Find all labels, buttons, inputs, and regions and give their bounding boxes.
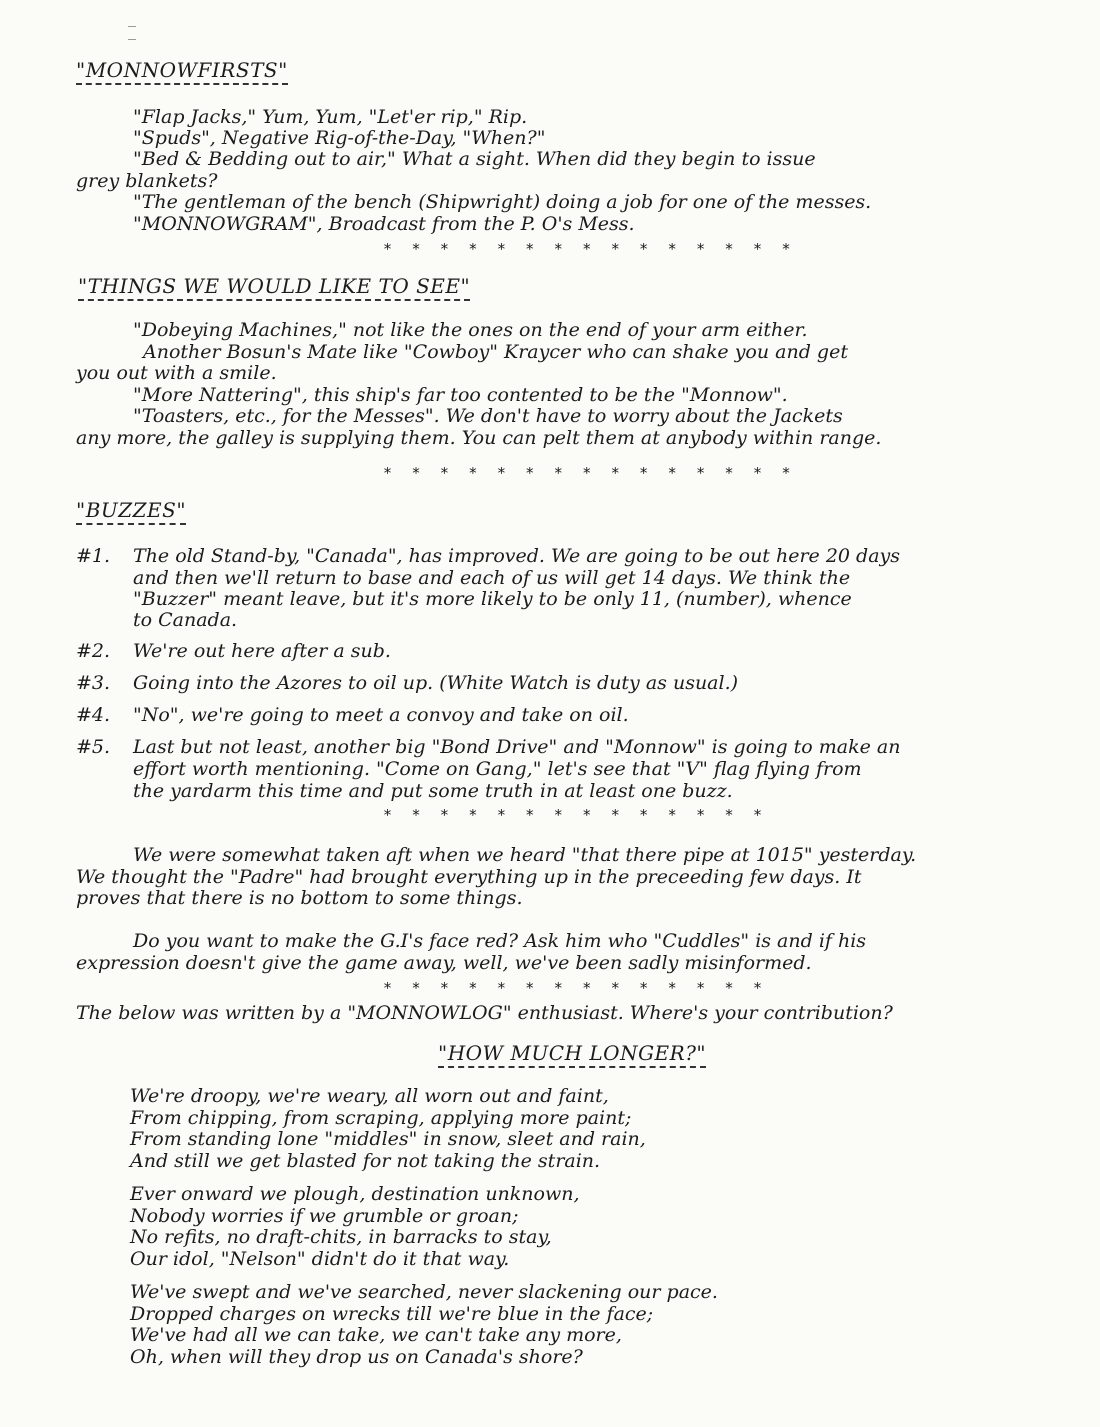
poem-stanza-2-line-1: Ever onward we plough, destination unknown, [130,1183,580,1205]
poem-stanza-1-line-3: From standing lone "middles" in snow, sleet and rain, [130,1128,646,1150]
buzz-number-3: #3. [76,672,111,694]
poem-stanza-2-line-3: No refits, no draft-chits, in barracks to stay, [130,1226,552,1248]
buzz-1-line-3: "Buzzer" meant leave, but it's more likely to be only 11, (number), whence [133,588,852,610]
monnowfirsts-line-5: "The gentleman of the bench (Shipwright) doing a job for one of the messes. [133,191,872,213]
things-line-1: "Dobeying Machines," not like the ones on the end of your arm either. [133,319,808,341]
cuddles-line-1: Do you want to make the G.I's face red? Ask him who "Cuddles" is and if his [133,930,867,952]
poem-stanza-1-line-1: We're droopy, we're weary, all worn out and faint, [130,1085,609,1107]
ink-mark [128,26,136,40]
buzz-1-line-2: and then we'll return to base and each of us will get 14 days. We think the [133,567,851,589]
buzz-5-line-2: effort worth mentioning. "Come on Gang," let's see that "V" flag flying from [133,758,862,780]
monnowfirsts-line-1: "Flap Jacks," Yum, Yum, "Let'er rip," Rip. [133,106,528,128]
monnowfirsts-line-2: "Spuds", Negative Rig-of-the-Day, "When?" [133,127,546,149]
buzz-2-line-1: We're out here after a sub. [133,640,391,662]
buzz-5-line-3: the yardarm this time and put some truth in at least one buzz. [133,780,733,802]
monnowfirsts-line-4: grey blankets? [76,170,218,192]
buzz-1-line-1: The old Stand-by, "Canada", has improved. We are going to be out here 20 days [133,545,901,567]
buzz-number-4: #4. [76,704,111,726]
star-separator-2: * * * * * * * * * * * * * * * [383,464,796,482]
things-line-6: any more, the galley is supplying them. You can pelt them at anybody within range. [76,427,882,449]
buzz-number-1: #1. [76,545,111,567]
heading-buzzes: "BUZZES" [76,498,186,525]
things-line-5: "Toasters, etc., for the Messes". We don't have to worry about the Jackets [133,405,843,427]
padre-line-1: We were somewhat taken aft when we heard "that there pipe at 1015" yesterday. [133,844,917,866]
buzz-4-line-1: "No", we're going to meet a convoy and take on oil. [133,704,629,726]
padre-line-2: We thought the "Padre" had brought everything up in the preceeding few days. It [76,866,862,888]
buzz-number-2: #2. [76,640,111,662]
buzz-5-line-1: Last but not least, another big "Bond Drive" and "Monnow" is going to make an [133,736,901,758]
star-separator-1: * * * * * * * * * * * * * * * [383,240,796,258]
monnowfirsts-line-6: "MONNOWGRAM", Broadcast from the P. O's Mess. [133,213,635,235]
poem-stanza-3-line-2: Dropped charges on wrecks till we're blue in the face; [130,1303,654,1325]
poem-stanza-3-line-4: Oh, when will they drop us on Canada's shore? [130,1346,583,1368]
poem-stanza-2-line-2: Nobody worries if we grumble or groan; [130,1205,519,1227]
things-line-4: "More Nattering", this ship's far too contented to be the "Monnow". [133,384,788,406]
padre-line-3: proves that there is no bottom to some things. [76,887,523,909]
star-separator-4: * * * * * * * * * * * * * * [383,979,768,997]
things-line-2: Another Bosun's Mate like "Cowboy" Kraycer who can shake you and get [143,341,848,363]
things-line-3: you out with a smile. [76,362,277,384]
poem-stanza-3-line-3: We've had all we can take, we can't take any more, [130,1324,622,1346]
poem-stanza-1-line-2: From chipping, from scraping, applying more paint; [130,1107,632,1129]
poem-stanza-2-line-4: Our idol, "Nelson" didn't do it that way. [130,1248,510,1270]
poem-intro: The below was written by a "MONNOWLOG" enthusiast. Where's your contribution? [76,1002,893,1024]
buzz-3-line-1: Going into the Azores to oil up. (White Watch is duty as usual.) [133,672,739,694]
heading-things: "THINGS WE WOULD LIKE TO SEE" [78,274,470,301]
poem-stanza-3-line-1: We've swept and we've searched, never slackening our pace. [130,1281,718,1303]
heading-monnowfirsts: "MONNOWFIRSTS" [76,58,288,85]
poem-stanza-1-line-4: And still we get blasted for not taking the strain. [130,1150,601,1172]
heading-poem: "HOW MUCH LONGER?" [438,1041,706,1068]
monnowfirsts-line-3: "Bed & Bedding out to air," What a sight. When did they begin to issue [133,148,816,170]
buzz-number-5: #5. [76,736,111,758]
star-separator-3: * * * * * * * * * * * * * * [383,806,768,824]
cuddles-line-2: expression doesn't give the game away, well, we've been sadly misinformed. [76,952,812,974]
buzz-1-line-4: to Canada. [133,609,238,631]
